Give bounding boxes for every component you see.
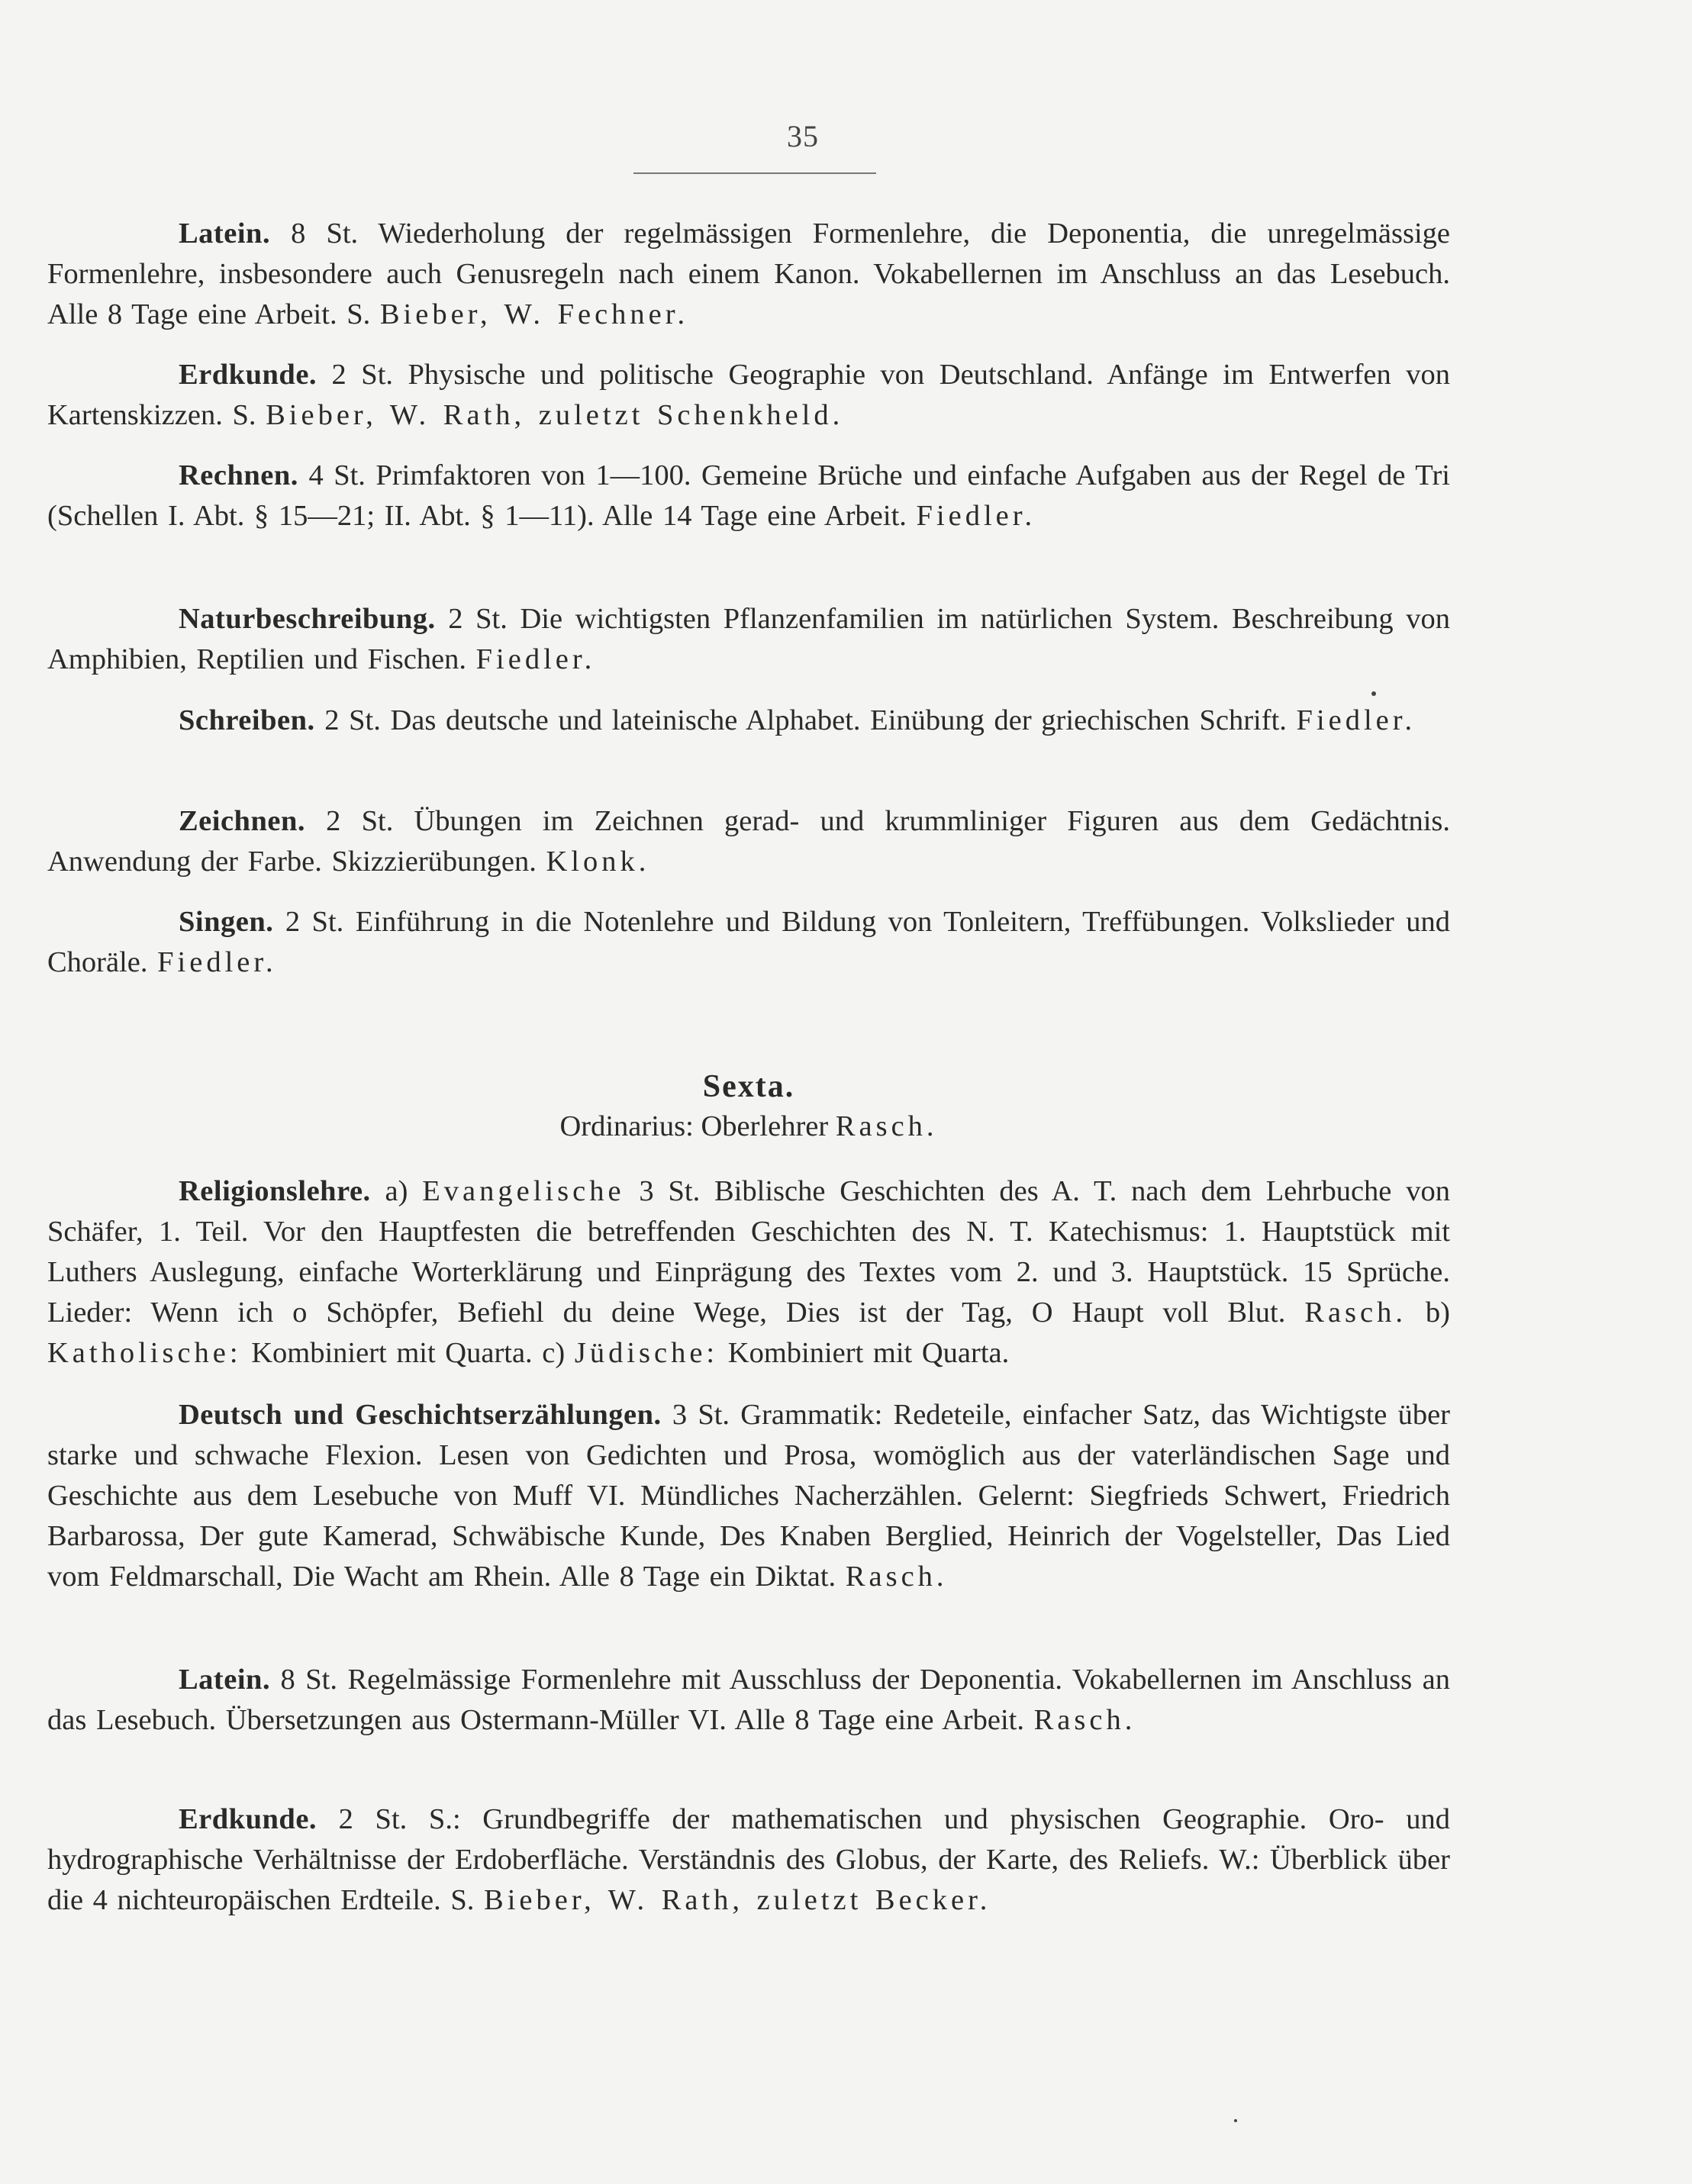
text-schreiben: 2 St. Das deutsche und lateinische Alphabet. Einübung der griechischen Schrift. <box>314 704 1297 736</box>
subject-schreiben: Schreiben. <box>179 704 315 736</box>
teacher-schreiben: Fiedler. <box>1296 704 1416 736</box>
paragraph-religionslehre <box>47 1171 1450 1374</box>
subject-deutsch: Deutsch und Geschichtserzählungen. <box>179 1399 662 1431</box>
subject-rechnen: Rechnen. <box>179 459 298 491</box>
subject-erdkunde-sexta: Erdkunde. <box>179 1803 317 1835</box>
ordinarius-name: Rasch. <box>835 1110 938 1142</box>
subject-latein: Latein. <box>179 217 271 250</box>
subject-naturbeschreibung: Naturbeschreibung. <box>179 603 436 635</box>
teacher-latein: Bieber, W. Fechner. <box>379 298 689 330</box>
teacher-religion: Rasch. <box>1304 1297 1407 1329</box>
paragraph-deutsch <box>47 1395 1450 1597</box>
ordinarius-label: Ordinarius: Oberlehrer <box>559 1110 836 1142</box>
paragraph-erdkunde-sexta <box>47 1799 1450 1921</box>
text-religion-c: b) <box>1407 1297 1451 1329</box>
paragraph-erdkunde <box>47 355 1450 436</box>
text-latein: 8 St. Wiederholung der regelmässigen Formenlehre, die Deponentia, die unregelmässige Formenlehre, insbesondere auch Genusregeln nach einem Kanon. Vokabellernen im Anschluss an das Lesebuch. Alle 8 Tage eine Arbeit. S. <box>47 217 1450 330</box>
text-erdkunde-sexta: 2 St. S.: Grundbegriffe der mathematischen und physischen Geographie. Oro- und hydrographische Verhältnisse der Erdoberfläche. Verständnis des Globus, der Karte, des Reliefs. W.: Überblick über die 4 nichteuropäischen Erdteile. S. <box>47 1803 1450 1916</box>
subject-religionslehre: Religionslehre. <box>179 1175 371 1207</box>
sexta-header <box>47 1068 1450 1143</box>
teacher-naturbeschreibung: Fiedler. <box>475 643 596 675</box>
text-singen: 2 St. Einführung in die Notenlehre und Bildung von Tonleitern, Treffübungen. Volkslieder und Choräle. <box>47 906 1450 978</box>
teacher-erdkunde-sexta: Bieber, W. Rath, zuletzt Becker. <box>484 1884 991 1916</box>
text-deutsch: 3 St. Grammatik: Redeteile, einfacher Satz, das Wichtigste über starke und schwache Flexion. Lesen von Gedichten und Prosa, womöglich aus der vaterländischen Sage und Geschichte aus dem Lesebuche von Muff VI. Mündliches Nacherzählen. Gelernt: Siegfrieds Schwert, Friedrich Barbarossa, Der gute Kamerad, Schwäbische Kunde, Des Knaben Berglied, Heinrich der Vogelsteller, Das Lied vom Feldmarschall, Die Wacht am Rhein. Alle 8 Tage ein Diktat. <box>47 1399 1450 1593</box>
teacher-deutsch: Rasch. <box>845 1561 948 1593</box>
text-latein-sexta: 8 St. Regelmässige Formenlehre mit Ausschluss der Deponentia. Vokabellernen im Anschluss an das Lesebuch. Übersetzungen aus Ostermann-Müller VI. Alle 8 Tage eine Arbeit. <box>47 1664 1450 1736</box>
text-religion-e: Kombiniert mit Quarta. <box>718 1337 1010 1369</box>
text-naturbeschreibung: 2 St. Die wichtigsten Pflanzenfamilien im natürlichen System. Beschreibung von Amphibien, Reptilien und Fischen. <box>47 603 1450 675</box>
ordinarius-line <box>47 1110 1450 1143</box>
text-religion-a: a) <box>370 1175 423 1207</box>
text-religion-d: Kombiniert mit Quarta. c) <box>241 1337 575 1369</box>
page-number: 35 <box>787 119 819 153</box>
label-katholische: Katholische: <box>47 1337 242 1369</box>
paragraph-singen <box>47 902 1450 983</box>
teacher-latein-sexta: Rasch. <box>1033 1704 1136 1736</box>
ink-speck <box>1371 691 1376 696</box>
ink-speck <box>1234 2119 1237 2122</box>
sexta-heading: Sexta. <box>702 1069 795 1104</box>
label-evangelische: Evangelische <box>422 1175 625 1207</box>
text-religion-b: 3 St. Biblische Geschichten des A. T. nach dem Lehrbuche von Schäfer, 1. Teil. Vor den Hauptfesten die betreffenden Geschichten des N. T. Katechismus: 1. Hauptstück mit Luthers Auslegung, einfache Worterklärung und Einprägung des Textes vom 2. und 3. Hauptstück. 15 Sprüche. Lieder: Wenn ich o Schöpfer, Befiehl du deine Wege, Dies ist der Tag, O Haupt voll Blut. <box>47 1175 1450 1329</box>
teacher-singen: Fiedler. <box>157 946 277 978</box>
paragraph-latein-sexta <box>47 1660 1450 1741</box>
teacher-erdkunde: Bieber, W. Rath, zuletzt Schenkheld. <box>266 399 844 431</box>
subject-zeichnen: Zeichnen. <box>179 805 306 837</box>
paragraph-latein <box>47 214 1450 335</box>
subject-singen: Singen. <box>179 906 274 938</box>
paragraph-rechnen <box>47 456 1450 536</box>
subject-erdkunde: Erdkunde. <box>179 359 317 391</box>
paragraph-naturbeschreibung <box>47 599 1450 680</box>
paragraph-schreiben <box>47 701 1450 741</box>
teacher-rechnen: Fiedler. <box>916 500 1036 532</box>
text-rechnen: 4 St. Primfaktoren von 1—100. Gemeine Brüche und einfache Aufgaben aus der Regel de Tri (Schellen I. Abt. § 15—21; II. Abt. § 1—11). Alle 14 Tage eine Arbeit. <box>47 459 1450 532</box>
text-zeichnen: 2 St. Übungen im Zeichnen gerad- und krummliniger Figuren aus dem Gedächtnis. Anwendung der Farbe. Skizzierübungen. <box>47 805 1450 878</box>
paragraph-zeichnen <box>47 801 1450 882</box>
teacher-zeichnen: Klonk. <box>546 846 650 878</box>
label-juedische: Jüdische: <box>574 1337 719 1369</box>
subject-latein-sexta: Latein. <box>179 1664 271 1696</box>
text-erdkunde: 2 St. Physische und politische Geographie von Deutschland. Anfänge im Entwerfen von Kartenskizzen. S. <box>47 359 1450 431</box>
header-rule <box>633 172 876 174</box>
